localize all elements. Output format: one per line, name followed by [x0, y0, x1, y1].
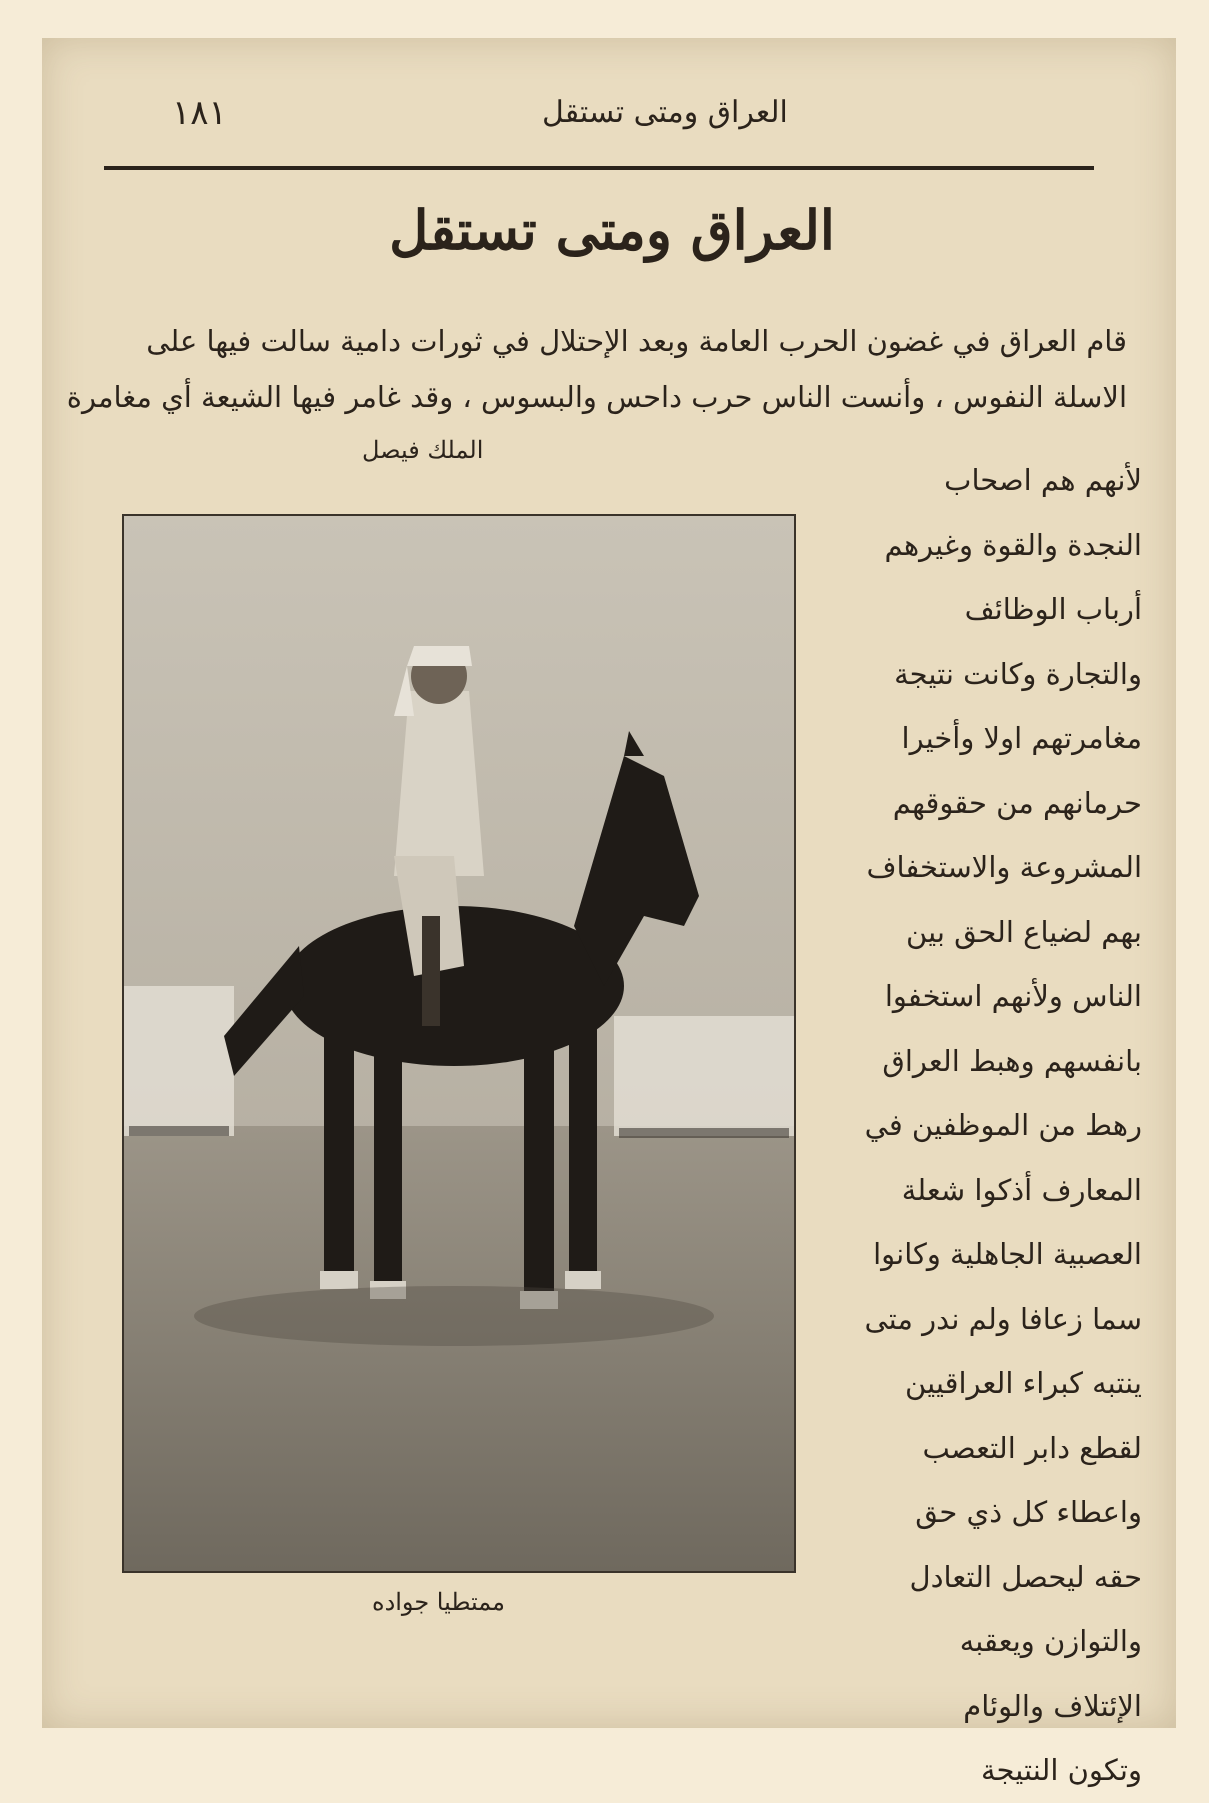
column-line: المعارف أذكوا شعلة — [901, 1172, 1142, 1207]
column-line: والتوازن ويعقبه — [959, 1624, 1142, 1658]
page-header — [102, 93, 1132, 153]
page-number: ١٨١ — [172, 93, 227, 133]
column-line: حقه ليحصل التعادل — [909, 1559, 1142, 1594]
column-line: سما زعافا ولم ندر متى — [864, 1301, 1142, 1336]
column-line: المشروعة والاستخفاف — [866, 850, 1142, 884]
column-line: العصبية الجاهلية وكانوا — [873, 1237, 1142, 1271]
photo-caption-top: الملك فيصل — [362, 436, 484, 464]
column-line: مغامرتهم اولا وأخيرا — [901, 721, 1142, 755]
intro-line: قام العراق في غضون الحرب العامة وبعد الإحتلال في ثورات دامية سالت فيها على — [146, 324, 1127, 358]
column-line: حرمانهم من حقوقهم — [892, 785, 1142, 820]
column-line: بانفسهم وهبط العراق — [882, 1043, 1142, 1078]
column-line: أرباب الوظائف — [964, 592, 1142, 626]
header-rule — [104, 166, 1094, 170]
page-sheet — [42, 38, 1176, 1787]
column-line: الإئتلاف والوئام — [963, 1688, 1142, 1723]
column-line: لأنهم هم اصحاب — [944, 463, 1142, 497]
king-on-horse-photo — [122, 514, 796, 1573]
column-line: وتكون النتيجة — [980, 1753, 1142, 1787]
text-column — [812, 448, 1142, 1803]
intro-paragraph — [66, 313, 1127, 425]
column-line: واعطاء كل ذي حق — [915, 1495, 1142, 1529]
photo-illustration — [124, 516, 794, 1571]
running-title: العراق ومتى تستقل — [542, 95, 788, 130]
column-line: الناس ولأنهم استخفوا — [884, 979, 1142, 1013]
article-title: العراق ومتى تستقل — [389, 198, 835, 262]
column-line: رهط من الموظفين في — [864, 1108, 1142, 1142]
intro-line: الاسلة النفوس ، وأنست الناس حرب داحس والبسوس ، وقد غامر فيها الشيعة أي مغامرة — [66, 380, 1127, 414]
column-line: والتجارة وكانت نتيجة — [894, 656, 1142, 691]
column-line: لقطع دابر التعصب — [922, 1430, 1142, 1465]
column-line: بهم لضياع الحق بين — [906, 914, 1142, 949]
photo-caption-bottom: ممتطيا جواده — [372, 1588, 506, 1616]
column-line: ينتبه كبراء العراقيين — [905, 1366, 1142, 1400]
column-line: النجدة والقوة وغيرهم — [884, 527, 1142, 562]
